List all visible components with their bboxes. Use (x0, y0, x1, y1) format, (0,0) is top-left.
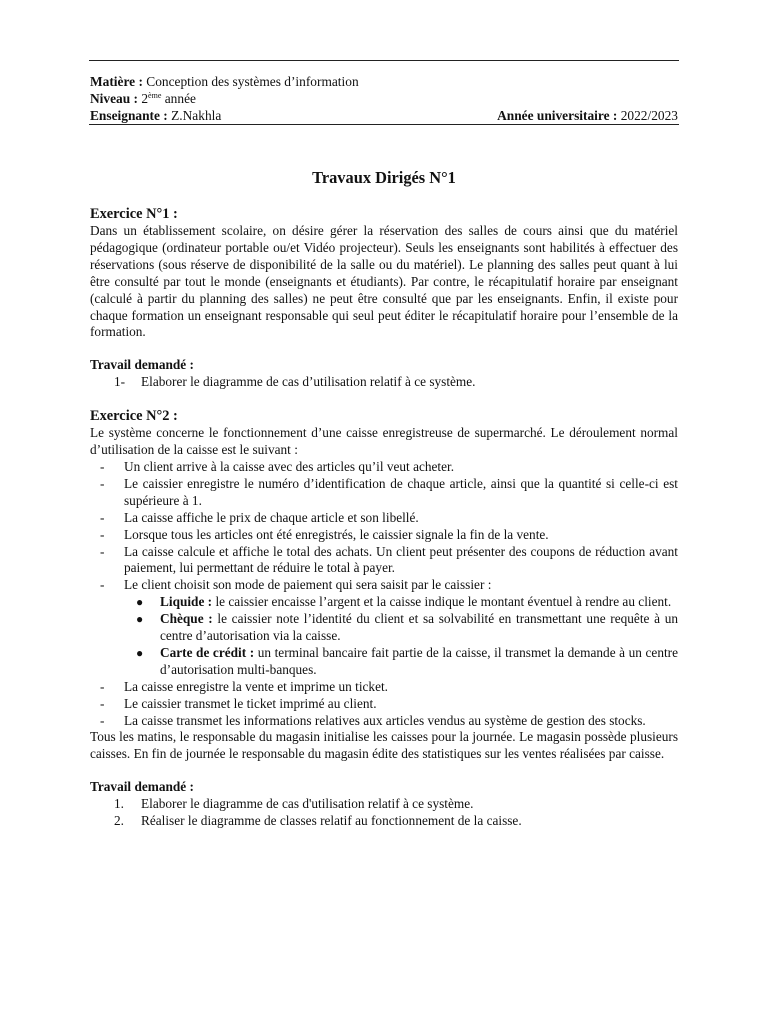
header-bottom-rule (89, 124, 679, 125)
list-item (90, 510, 678, 527)
payment-mode-desc: le caissier encaisse l’argent et la caisse indique le montant éventuel à rendre au client. (215, 594, 672, 610)
task-text: Réaliser le diagramme de classes relatif au fonctionnement de la caisse. (141, 813, 522, 829)
exercise-1-task (90, 374, 678, 391)
list-item-text: Le client choisit son mode de paiement qui sera saisit par le caissier : (124, 577, 492, 593)
list-item (90, 696, 678, 713)
exercise-2-intro: Le système concerne le fonctionnement d’une caisse enregistreuse de supermarché. Le déroulement normal d’utilisation de la caisse est le suivant : (90, 425, 678, 458)
payment-mode-text (160, 611, 678, 645)
header-row-niveau (90, 90, 678, 107)
dash-marker: - (100, 543, 105, 559)
bullet-icon: ● (136, 595, 144, 610)
exercise-2-task (90, 813, 678, 830)
document-header (90, 73, 678, 124)
task-text: Elaborer le diagramme de cas d’utilisation relatif à ce système. (141, 374, 476, 390)
task-number: 1. (114, 796, 124, 812)
header-top-rule (89, 60, 679, 61)
niveau-label: Niveau : (90, 91, 138, 106)
dash-marker: - (100, 712, 105, 728)
dash-marker: - (100, 678, 105, 694)
task-number: 2. (114, 813, 124, 829)
list-item (90, 577, 678, 594)
matiere-value: Conception des systèmes d’information (146, 74, 359, 89)
list-item (90, 476, 678, 510)
annee-label: Année universitaire : (497, 108, 618, 123)
exercise-1-title: Exercice N°1 : (90, 206, 178, 222)
annee-line (497, 107, 678, 124)
list-item (90, 544, 678, 578)
page-title: Travaux Dirigés N°1 (312, 168, 456, 187)
header-row-enseignante (90, 107, 678, 124)
spacer (90, 391, 678, 407)
niveau-word: année (164, 91, 196, 106)
payment-mode-desc: le caissier note l’identité du client et sa solvabilité en transmettant une requête à un centre d’autorisation via la caisse. (160, 611, 678, 644)
task-text: Elaborer le diagramme de cas d'utilisation relatif à ce système. (141, 796, 474, 812)
exercise-2-title: Exercice N°2 : (90, 408, 178, 425)
list-item-text: La caisse affiche le prix de chaque article et son libellé. (124, 509, 419, 525)
list-item-text: Lorsque tous les articles ont été enregistrés, le caissier signale la fin de la vente. (124, 526, 549, 542)
niveau-num: 2 (141, 91, 149, 106)
dash-marker: - (100, 509, 105, 525)
payment-mode-label: Chèque : (160, 611, 213, 627)
list-item (90, 713, 678, 730)
list-item-text: Le caissier transmet le ticket imprimé au client. (124, 695, 377, 711)
matiere-label: Matière : (90, 74, 143, 89)
list-item (90, 679, 678, 696)
enseignante-value: Z.Nakhla (171, 108, 222, 123)
dash-marker: - (100, 526, 105, 542)
exercise-1-work-label: Travail demandé : (90, 357, 194, 373)
bullet-icon: ● (136, 612, 144, 627)
dash-marker: - (100, 577, 105, 593)
dash-marker: - (100, 458, 105, 474)
list-item-text: Le caissier enregistre le numéro d’identification de chaque article, ainsi que la quantité si celle-ci est supérieure à 1. (124, 475, 678, 508)
spacer (90, 763, 678, 779)
payment-mode-text (160, 645, 678, 679)
payment-mode-desc: un terminal bancaire fait partie de la caisse, il transmet la demande à un centre d’autorisation multi-banques. (160, 644, 678, 677)
list-item (90, 459, 678, 476)
exercise-1-paragraph: Dans un établissement scolaire, on désire gérer la réservation des salles de cours ainsi que du matériel pédagogique (ordinateur portable ou/et Vidéo projecteur). Seuls les enseignants sont habilités à effectuer des réservations (sous réserve de disponibilité de la salle ou du matériel). Le planning des salles peut quant à lui être consulté par tout le monde (enseignants et étudiants). Par contre, le récapitulatif horaire par enseignant (calculé à partir du planning des salles) ne peut être consulté que par les enseignants. Enfin, il existe pour chaque formation un enseignant responsable qui seul peut éditer le récapitulatif horaire pour l’ensemble de la formation. (90, 223, 678, 340)
enseignante-line (90, 107, 221, 124)
exercise-2-task (90, 796, 678, 813)
exercise-2-closing: Tous les matins, le responsable du magasin initialise les caisses pour la journée. Le magasin possède plusieurs caisses. En fin de journée le responsable du magasin édite des statistiques sur les ventes réalisées par caisse. (90, 729, 678, 762)
list-item-text: Un client arrive à la caisse avec des articles qu’il veut acheter. (124, 458, 455, 474)
niveau-sup: ème (148, 91, 162, 100)
list-item-text: La caisse transmet les informations relatives aux articles vendus au système de gestion des stocks. (124, 712, 646, 728)
header-row-matiere (90, 73, 678, 90)
payment-mode-text (160, 594, 678, 611)
annee-value: 2022/2023 (620, 108, 678, 123)
exercise-2-work-label: Travail demandé : (90, 779, 194, 795)
payment-mode-label: Carte de crédit : (160, 644, 255, 660)
matiere-line (90, 73, 359, 90)
dash-marker: - (100, 475, 105, 491)
task-number: 1- (114, 374, 126, 390)
dash-marker: - (100, 695, 105, 711)
list-item-text: La caisse enregistre la vente et imprime un ticket. (124, 678, 388, 694)
spacer (90, 341, 678, 357)
list-item-text: La caisse calcule et affiche le total des achats. Un client peut présenter des coupons de réduction avant paiement, lui permettant de réduire le total à payer. (124, 543, 678, 576)
payment-mode-label: Liquide : (160, 594, 213, 610)
bullet-icon: ● (136, 645, 144, 660)
enseignante-label: Enseignante : (90, 108, 168, 123)
list-item (90, 527, 678, 544)
payment-mode-item (90, 611, 678, 645)
document-body (90, 205, 678, 830)
payment-mode-item (90, 594, 678, 611)
payment-mode-item (90, 645, 678, 679)
niveau-line (90, 90, 196, 107)
